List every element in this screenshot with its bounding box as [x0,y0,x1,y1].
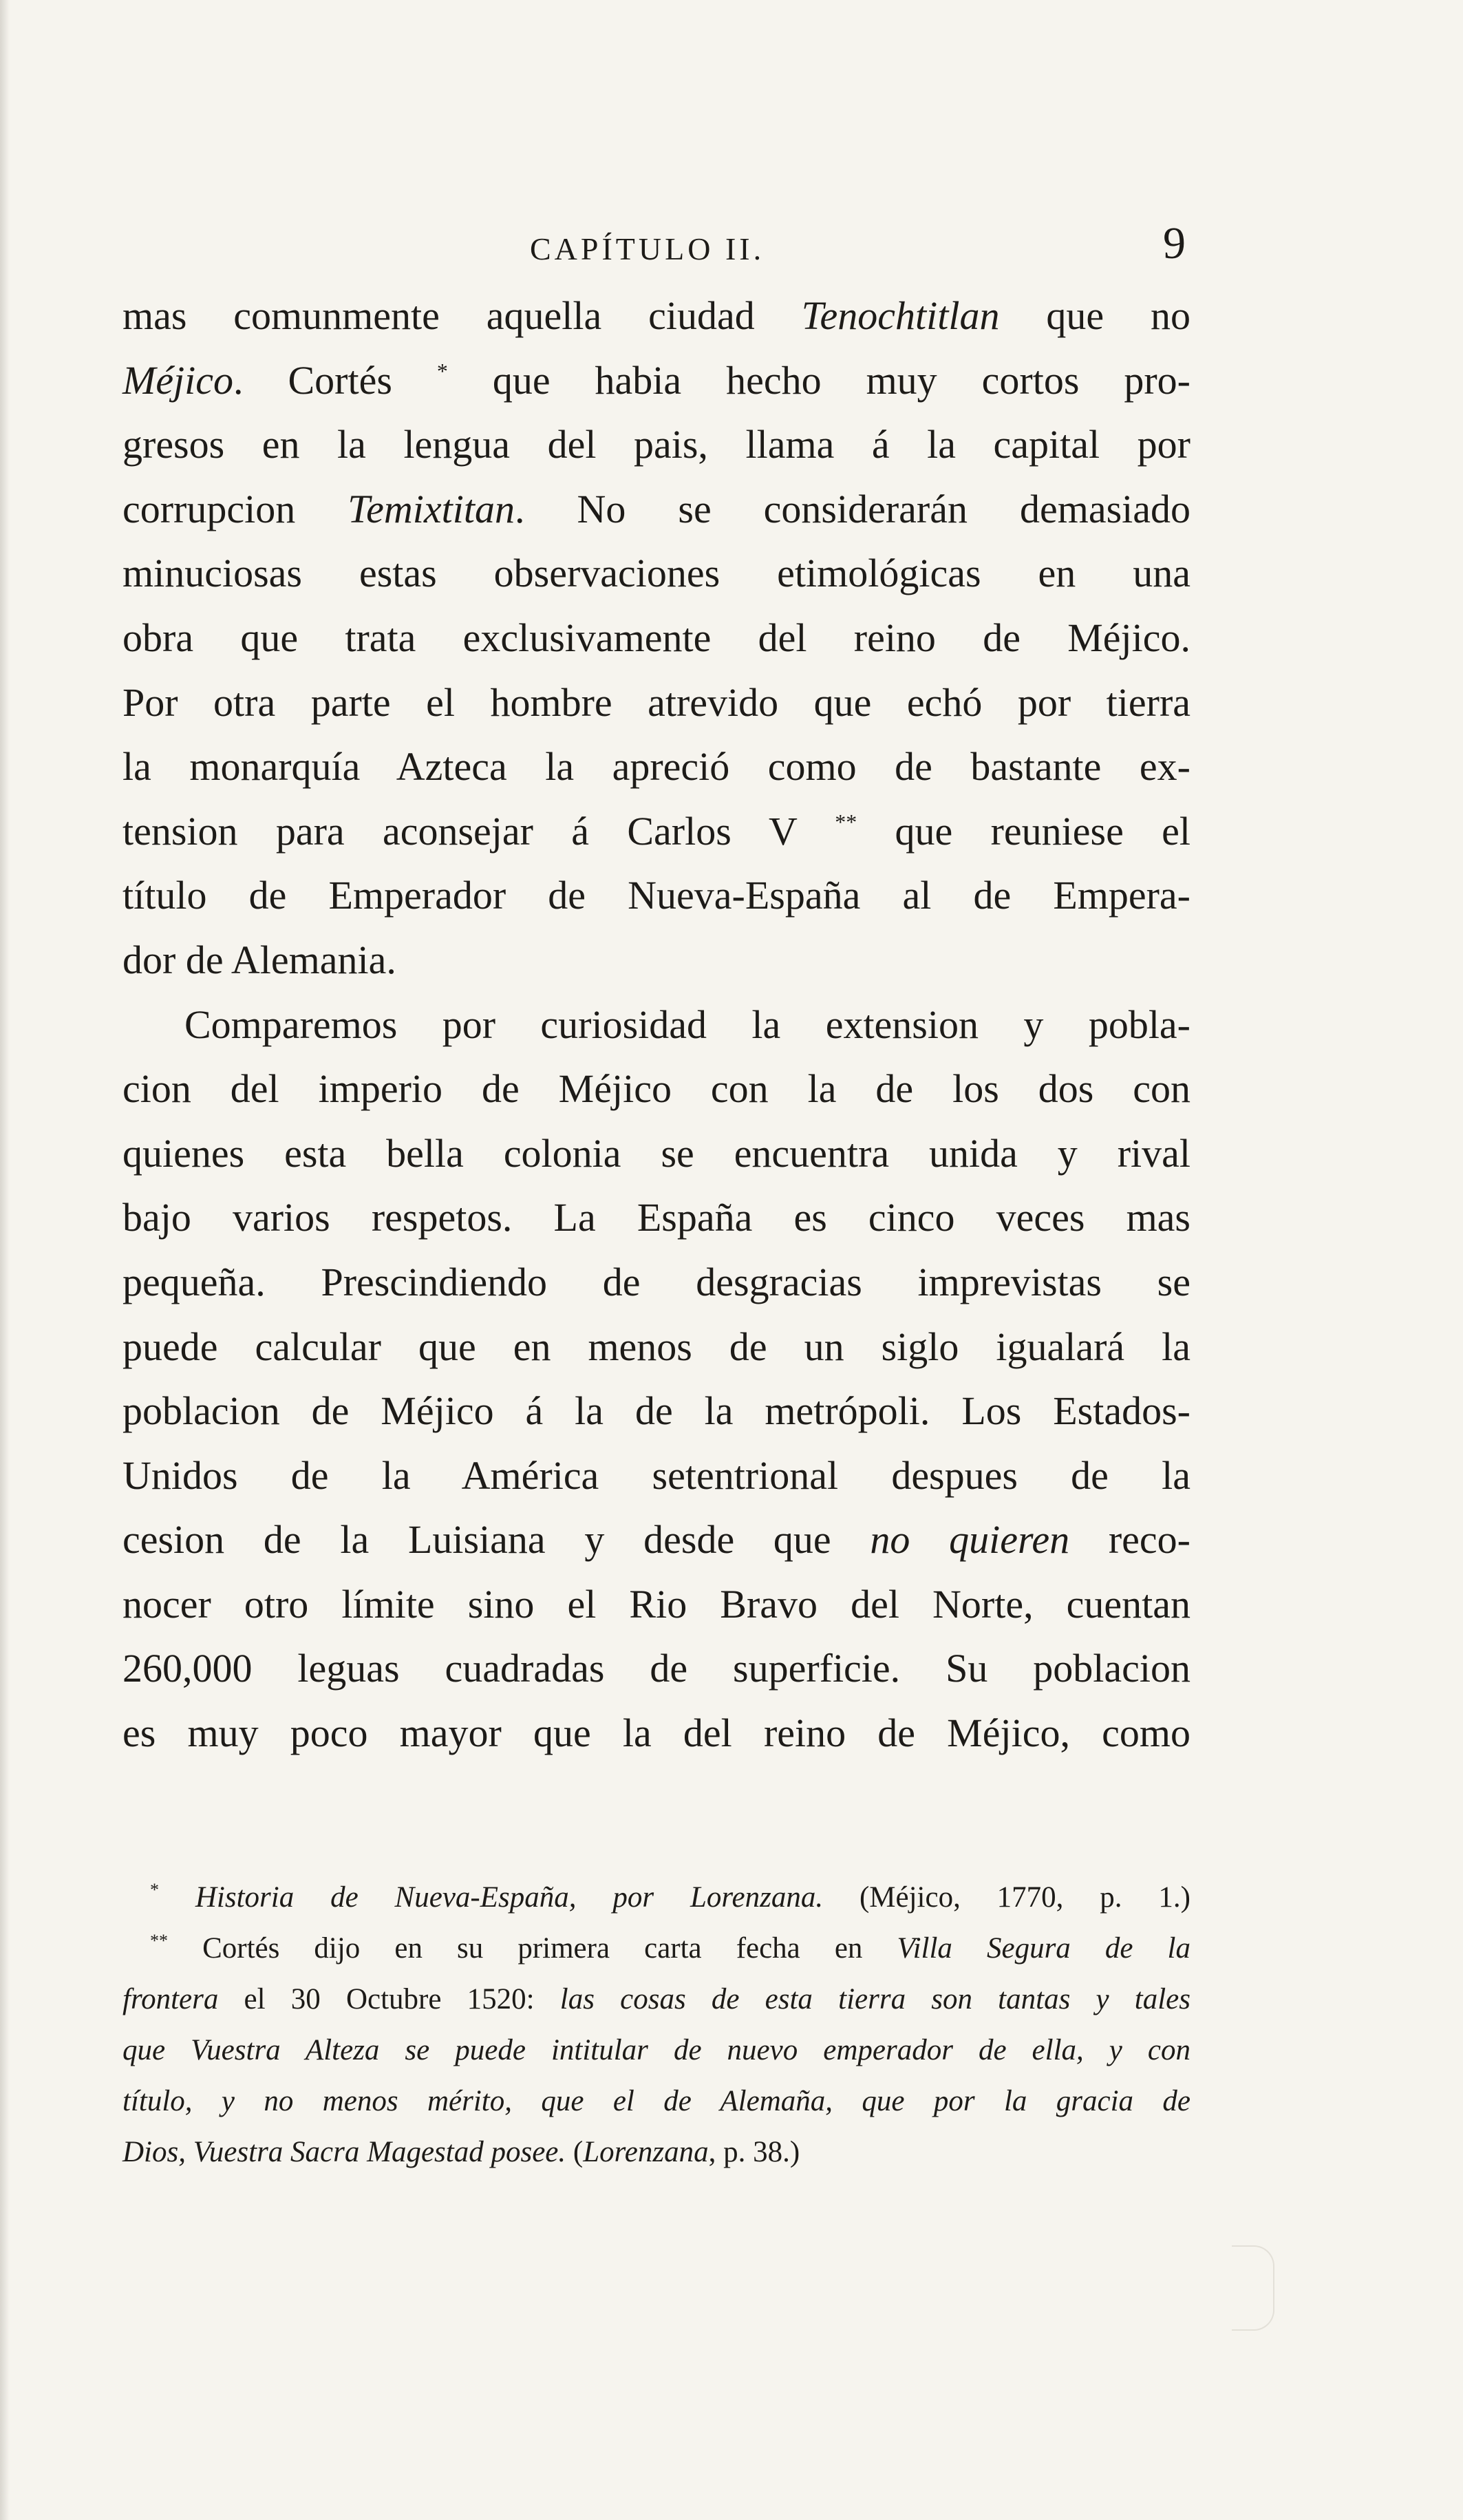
text-line: tension para aconsejar á Carlos V ** que reuniese el [122,808,1190,854]
italic-term: Temixtitan [348,486,515,531]
footnotes [122,1872,1190,2178]
text-line: bajo varios respetos. La España es cinco veces mas [122,1195,1190,1240]
footnote-marker: ** [150,1931,168,1951]
text-line: gresos en la lengua del pais, llama á la capital por [122,422,1190,467]
text-line: mas comunmente aquella ciudad Tenochtitlan que no [122,293,1190,338]
body-text [122,284,1190,1766]
text-line: la monarquía Azteca la apreció como de bastante ex- [122,744,1190,790]
footnote-line: que Vuestra Alteza se puede intitular de nuevo emperador de ella, y con [122,2034,1190,2066]
footnote-marker: * [150,1880,159,1900]
text-line: nocer otro límite sino el Rio Bravo del Norte, cuentan [122,1581,1190,1627]
text-line: obra que trata exclusivamente del reino de Méjico. [122,615,1190,660]
text-line: título de Emperador de Nueva-España al de Empera- [122,873,1190,918]
footnote-line: ** Cortés dijo en su primera carta fecha en Villa Segura de la [150,1931,1190,1965]
italic-term: Méjico [122,357,234,403]
italic-term: no quieren [870,1517,1070,1563]
italic-term: Tenochtitlan [801,293,1000,338]
footnote-line: * Historia de Nueva-España, por Lorenzana. (Méjico, 1770, p. 1.) [150,1880,1190,1914]
page-number: 9 [1163,218,1186,268]
footnote-line: frontera el 30 Octubre 1520: las cosas de esta tierra son tantas y tales [122,1983,1190,2015]
text-line: minuciosas estas observaciones etimológicas en una [122,551,1190,596]
footnote-line: Dios, Vuestra Sacra Magestad posee. (Lorenzana, p. 38.) [122,2136,800,2168]
text-line: puede calcular que en menos de un siglo igualará la [122,1324,1190,1369]
text-line: dor de Alemania. [122,937,396,982]
text-line: poblacion de Méjico á la de la metrópoli. Los Estados- [122,1388,1190,1434]
footnote-line: título, y no menos mérito, que el de Alemaña, que por la gracia de [122,2085,1190,2117]
running-title: CAPÍTULO II. [530,231,765,266]
text-line: 260,000 leguas cuadradas de superficie. Su poblacion [122,1646,1190,1691]
text-line: Por otra parte el hombre atrevido que echó por tierra [122,679,1190,725]
text-line: corrupcion Temixtitan. No se considerarán demasiado [122,486,1190,531]
footnote-marker: * [436,358,448,383]
text-line: Unidos de la América setentrional despues de la [122,1452,1190,1498]
page-edge [0,0,10,2520]
text-line: Comparemos por curiosidad la extension y pobla- [184,1002,1190,1047]
footnote-marker: ** [835,809,857,834]
text-line: cion del imperio de Méjico con la de los dos con [122,1066,1190,1112]
paper-stain [1232,2245,1274,2331]
text-line: Méjico. Cortés * que habia hecho muy cortos pro- [122,357,1190,403]
page-header [0,219,1463,274]
text-line: pequeña. Prescindiendo de desgracias imprevistas se [122,1259,1190,1304]
text-line: es muy poco mayor que la del reino de Méjico, como [122,1711,1190,1756]
text-line: cesion de la Luisiana y desde que no quieren reco- [122,1517,1190,1563]
text-line: quienes esta bella colonia se encuentra unida y rival [122,1130,1190,1176]
